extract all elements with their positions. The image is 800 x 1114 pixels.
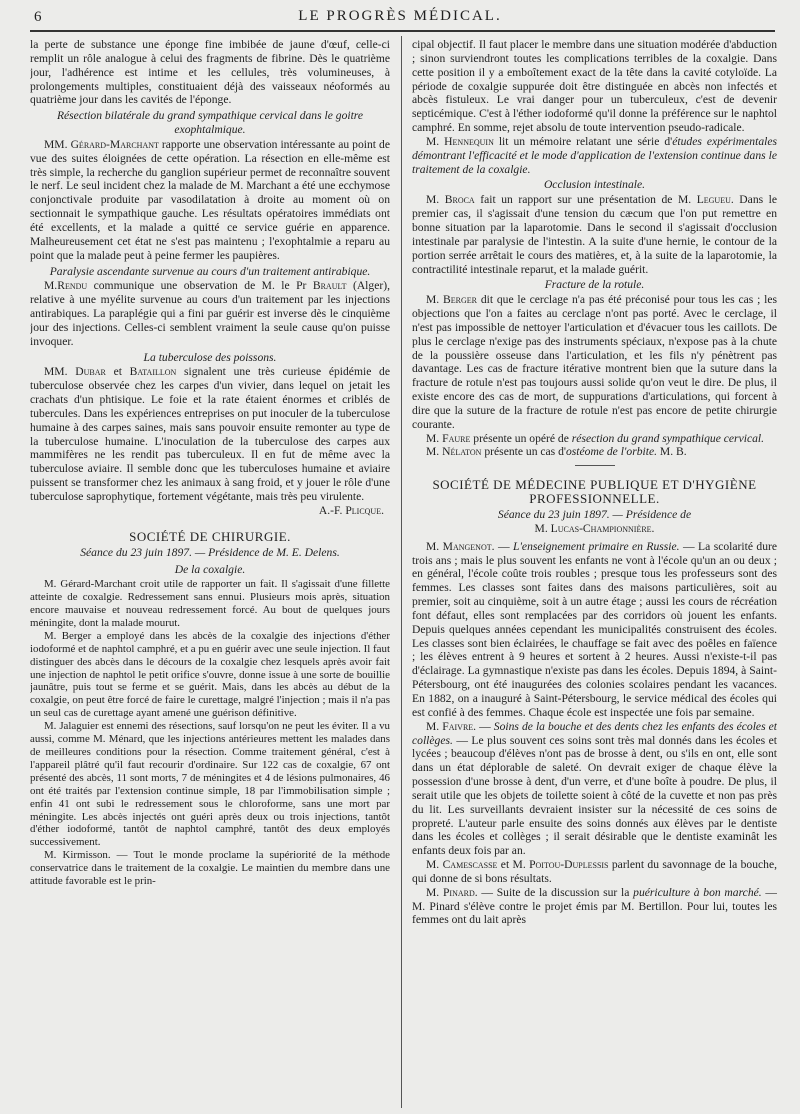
author-name: Brault (312, 279, 347, 293)
author-name: Faure (442, 431, 471, 445)
paragraph-faure: M. Faure présente un opéré de résection du grand sympathique cervical. (426, 431, 765, 445)
session-info-chirurgie: Séance du 23 juin 1897. — Présidence de M. E. Delens. (80, 545, 340, 559)
column-divider (401, 36, 402, 1108)
section-heading-tuberculose: La tuberculose des poissons. (143, 350, 277, 364)
author-name: Poitou-Duplessis (529, 858, 609, 872)
paragraph-occlusion: M. Broca fait un rapport sur une présentation de M. Legueu. Dans le premier cas, il s'agissait d'une tension du cæcum que l'on put remettre en bonne situation par la laparotomie. Dans le second il s'agissait d'occlusion intestinale par paralysie de l'intestin. A la suite d'une hernie, le contour de la portion serrée arrêtait le cours des matières, et, à la suite de la laparotomie, la contractilité intestinale reparut, et la malade guérit. (412, 193, 777, 276)
section-divider (575, 465, 615, 466)
paragraph-mangenot: M. Mangenot. — L'enseignement primaire en Russie. — La scolarité dure trois ans ; mais le plus souvent les enfants ne vont à l'école qu'un an ou deux ; en général, l'école coûte trois roubles ; presque tous les professeurs sont des femmes. Les classes sont faites dans des maisons particulières, soit au premier, soit au cinquième, soit à un autre étage ; aussi les cours de récréation font défaut, elles sont remplacées par des corridors où jouent les enfants. Depuis quelques années cependant les municipalités construisent des écoles. Les classes sont bien éclairées, le chauffage se fait avec des poêles en faïence ; les élèves entrent à 9 heures et sortent à 2 heures. Aussi n'existe-t-il pas d'éclairage. La gymnastique n'existe pas dans les écoles. Depuis 1894, à Saint-Pétersbourg, ont été inaugurées des colonies scolaires pendant les vacances. En 1882, on a inauguré à Saint-Pétersbourg, le service médical des écoles qui est confié à des femmes. Chaque école est inspectée une fois par semaine. (412, 539, 777, 719)
society-title-medecine: SOCIÉTÉ DE MÉDECINE PUBLIQUE ET D'HYGIÈNE PROFESSIONNELLE. (432, 477, 757, 507)
section-heading-occlusion: Occlusion intestinale. (543, 178, 646, 192)
author-name: Faivre (442, 719, 474, 733)
paragraph-camescasse: M. Camescasse et M. Poitou-Duplessis parlent du savonnage de la bouche, qui donne de si bons résultats. (412, 858, 777, 885)
author-name: Broca (444, 193, 475, 207)
society-title-chirurgie: SOCIÉTÉ DE CHIRURGIE. (129, 528, 291, 544)
paragraph-faivre: M. Faivre. — Soins de la bouche et des dents chez les enfants des écoles et collèges. — Le plus souvent ces soins sont très mal donnés dans les écoles et lycées ; beaucoup d'élèves n'ont pas de brosse à dent, ou s'ils en ont, elle sont dans un état déplorable de saleté. On devrait exiger de chaque élève la possession d'une brosse à dent, d'un verre, et d'une boîte à poudre. De plus, il serait utile que les objets de toilette soient à côté de la cuvette et non pas près du lit. Les surveillants devraient insister sur la nécessité de ces soins de propreté. L'auteur parle ensuite des soins donnés aux élèves par le dentiste dans les écoles et collèges ; il serait désirable que le dentiste examinât les enfants deux fois par an. (412, 719, 777, 858)
paragraph-paralysie: M.Rendu communique une observation de M. le Pr Brault (Alger), relative à une myélite survenue au cours d'un traitement par les injections antirabiques. La paraplégie qui a fini par guérir est inverse dès le cinquième jour des injections. Celles-ci semblent vraiment la seule cause qu'on puisse invoquer. (30, 279, 390, 348)
right-column (412, 38, 777, 1108)
author-name: Hennequin (444, 134, 494, 148)
paragraph-coxalgie-2: M. Berger a employé dans les abcès de la coxalgie des injections d'éther iodoformé et de naphtol camphré, et a pu en guérir avec une seule injection. Il faut distinguer des abcès dans le décours de la coxalgie chez lesquels après avoir fait une injection de naphtol le petit orifice s'ouvre, donne issue à une sorte de bouillie jaunâtre, puis tout se ferme et se guérit. Mais, dans les abcès au début de la coxalgie, on peut être forcé de faire le curettage, malgré l'injection ; mais il n'a pas un seul cas de curettage ayant amené une guérison définitive. (30, 629, 390, 720)
header-rule (30, 30, 775, 32)
journal-title: LE PROGRÈS MÉDICAL. (298, 8, 502, 24)
author-name: Mangenot (442, 539, 492, 553)
page-number: 6 (34, 9, 42, 25)
author-name: Legueu (696, 193, 731, 207)
session-info-medecine: Séance du 23 juin 1897. — Présidence de M. Lucas-Championnière. (497, 508, 692, 535)
paragraph-pinard: M. Pinard. — Suite de la discussion sur la puériculture à bon marché. — M. Pinard s'élève contre le projet émis par M. Bertillon. Pour lui, toutes les femmes ont du lait après (412, 885, 777, 927)
intro-paragraph: la perte de substance une éponge fine imbibée de jaune d'œuf, celle-ci remplit un rôle analogue à celui des fragments de fibrine. Dès le quatrième jour, l'adhérence est intime et les cellules, très volumineuses, à prolongements multiples, constituaient déjà des vaisseaux néoformés au quatrième jour dans les cavités de l'éponge. (30, 38, 390, 107)
paragraph-tuberculose: MM. Dubar et Bataillon signalent une très curieuse épidémie de tuberculose observée chez les carpes d'un vivier, dans lequel on jetait les crachats d'un phtisique. Le foie et la rate étaient énormes et criblés de tubercules. Dans les expériences entreprises on put inoculer de la tuberculose humaine à des carpes saines, mais sans pouvoir ensuite remonter au type de la tuberculose humaine. L'inoculation de la tuberculose des carpes aux mammifères ne les rendit pas tuberculeux. Il en fut de même avec la tuberculose aviaire. Il semble donc que les tuberculoses humaine et aviaire puissent se transformer chez les animaux à sang froid, et y jouer le rôle d'une tuberculose saprophytique, fortement végétante, mais très peu virulente. (30, 365, 390, 503)
section-heading-paralysie: Paralysie ascendante survenue au cours d'un traitement antirabique. (49, 264, 371, 278)
section-heading-rotule: Fracture de la rotule. (544, 278, 645, 292)
paragraph-rotule: M. Berger dit que le cerclage n'a pas été préconisé pour tous les cas ; les objections que l'on a faites au cerclage n'ont pas porté. Avec le cerclage, il n'est pas impossible de nettoyer l'articulation et d'évacuer tous les caillots. De plus le cerclage n'exige pas des instruments spéciaux, n'expose pas à la chute de la poussière osseuse dans l'articulation, et les fils n'y pénètrent pas davantage. Les cas de fracture itérative montrent bien que la suture dans la fracture de rotule n'est pas toujours aussi solide qu'on veut le dire. De plus, il existe encore des cas de mort, de suppurations d'articulations, qui forcent à dire que la suture de la fracture de rotule n'est pas encore de petite chirurgie courante. (412, 293, 777, 431)
paragraph-coxalgie-4: M. Kirmisson. — Tout le monde proclame la supériorité de la méthode conservatrice dans le traitement de la coxalgie. Le maintien du membre dans une attitude favorable est le prin- (30, 849, 390, 888)
paragraph-continuation: cipal objectif. Il faut placer le membre dans une situation modérée d'abduction ; sinon surviendront toutes les complications terribles de la coxalgie. Dans cette position il y a emboîtement exact de la tête dans la cavité cotyloïde. La période de coxalgie suppurée doit être distinguée en abcès non infectés et abcès fistuleux. Le vrai danger pour un tuberculeux, c'est de devenir septicémique. C'est à l'éther iodoformé qu'il donne la préférence sur le naphtol camphré. En somme, rejet absolu de toute intervention pseudo-radicale. (412, 38, 777, 135)
author-name: Pinard (442, 885, 475, 899)
section-heading-coxalgie: De la coxalgie. (174, 563, 246, 577)
author-name: Camescasse (442, 858, 498, 872)
author-name: Nélaton (442, 445, 482, 459)
signature-plicque: A.-F. Plicque. (318, 503, 384, 517)
author-name: Rendu (57, 279, 88, 293)
author-name: Gérard-Marchant (70, 137, 159, 151)
paragraph-coxalgie-1: M. Gérard-Marchant croit utile de rapporter un fait. Il s'agissait d'une fillette atteinte de coxalgie. Redressement sans ennui. Plusieurs mois après, situation encore mauvaise et nouveau redressement forcé. Au bout de quelques jours méningite, dont la malade mourut. (30, 578, 390, 629)
author-name: Bataillon (129, 365, 177, 379)
author-name: Dubar (75, 365, 106, 379)
paragraph-nelaton: M. Nélaton présente un cas d'ostéome de l'orbite. M. B. (426, 445, 687, 459)
paragraph-hennequin: M. Hennequin lit un mémoire relatant une série d'études expérimentales démontrant l'efficacité et le mode d'application de l'extension continue dans le traitement de la coxalgie. (412, 134, 777, 176)
page-header (0, 0, 800, 36)
section-heading-resection: Résection bilatérale du grand sympathique cervical dans le goitre exophtalmique. (56, 109, 364, 137)
paragraph-coxalgie-3: M. Jalaguier est ennemi des résections, sauf lorsqu'on ne peut les éviter. Il a vu aussi, comme M. Ménard, que les injections antérieures mettent les malades dans de meilleures conditions pour la résection. Comme traitement général, c'est à l'appareil plâtré qu'il faut recourir d'ordinaire. Sur 122 cas de coxalgie, 67 ont présenté des abcès, 11 sont morts, 7 de méningites et 4 de lésions pulmonaires, 46 ont été traités par l'extension continue simple, 18 par l'immobilisation simple ; enfin 41 ont subi le redressement sous le chloroforme, sans une mort par méningite. Les abcès injectés ont guéri après deux ou trois injections, tantôt d'éther iodoformé, tantôt de naphtol camphré, tantôt des deux employés successivement. (30, 720, 390, 849)
left-column (30, 38, 390, 1108)
paragraph-resection: MM. Gérard-Marchant rapporte une observation intéressante au point de vue des suites éloignées de cette opération. La résection en elle-même est très simple, la recherche du ganglion supérieur permet de reconnaître souvent le nerf. Le seul incident chez la malade de M. Marchant a été une ecchymose conjonctivale produite par vasodilatation à droite au moment où on sectionnait le sympathique gauche. Les résultats opératoires immédiats ont été excellents, et la malade a quitté ce service guérie en apparence. Malheureusement cet état ne s'est pas maintenu ; l'exophtalmie a reparu au point que la malade peut à peine fermer les paupières. (30, 137, 390, 262)
author-name: Berger (443, 293, 477, 307)
